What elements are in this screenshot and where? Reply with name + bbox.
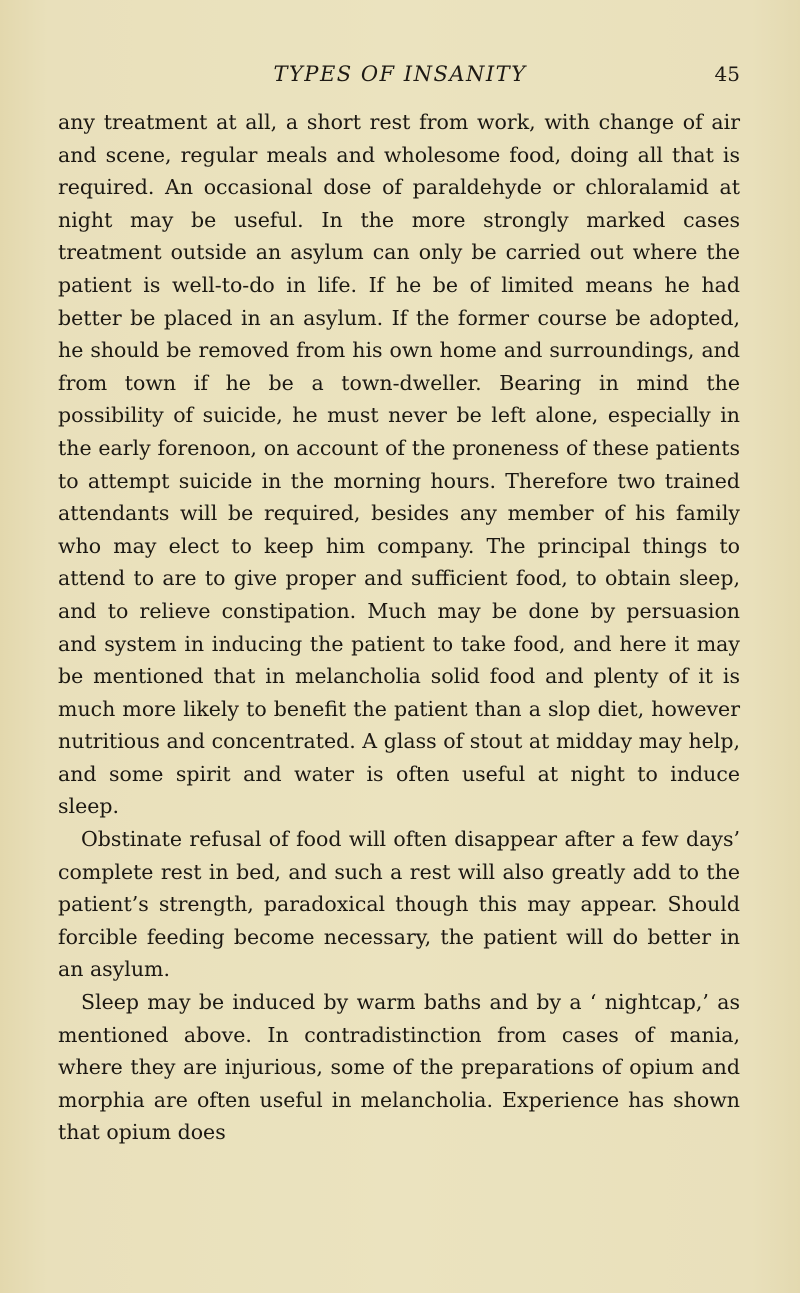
body-text (58, 106, 740, 1149)
page-number: 45 (714, 62, 740, 86)
running-title: TYPES OF INSANITY (273, 62, 527, 86)
paragraph-3: Sleep may be induced by warm baths and by a ‘ nightcap,’ as mentioned above. In contradistinction from cases of mania, where they are injurious, some of the preparations of opium and morphia are often useful in melancholia. Experience has shown that opium does (58, 990, 740, 1145)
paragraph-2: Obstinate refusal of food will often disappear after a few days’ complete rest in bed, and such a rest will also greatly add to the patient’s strength, paradoxical though this may appear. Should forcible feeding become necessary, the patient will do better in an asylum. (58, 827, 740, 982)
running-head (60, 62, 740, 92)
paragraph-1: any treatment at all, a short rest from work, with change of air and scene, regular meals and wholesome food, doing all that is required. An occasional dose of paraldehyde or chloralamid at night may be useful. In the more strongly marked cases treatment outside an asylum can only be carried out where the patient is well-to-do in life. If he be of limited means he had better be placed in an asylum. If the former course be adopted, he should be removed from his own home and surroundings, and from town if he be a town-dweller. Bearing in mind the possibility of suicide, he must never be left alone, especially in the early forenoon, on account of the proneness of these patients to attempt suicide in the morning hours. Therefore two trained attendants will be required, besides any member of his family who may elect to keep him company. The principal things to attend to are to give proper and sufficient food, to obtain sleep, and to relieve constipation. Much may be done by persuasion and system in inducing the patient to take food, and here it may be mentioned that in melancholia solid food and plenty of it is much more likely to benefit the patient than a slop diet, however nutritious and concentrated. A glass of stout at midday may help, and some spirit and water is often useful at night to induce sleep. (58, 110, 740, 819)
